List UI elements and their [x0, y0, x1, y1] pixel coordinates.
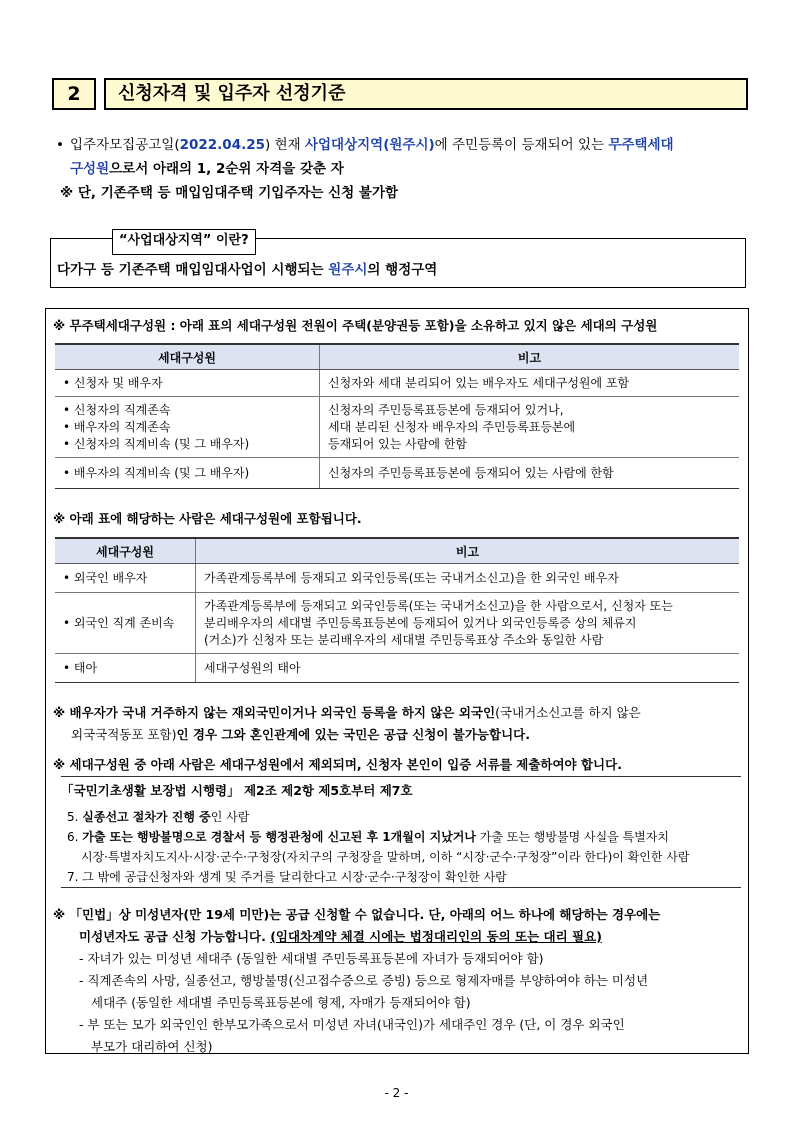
minor-line-2: 미성년자도 공급 신청 가능합니다. (임대차계약 체결 시에는 법정대리인의 동의 또는 대리 필요)	[79, 929, 602, 944]
section-title: 신청자격 및 입주자 선정기준	[104, 78, 748, 110]
law-box	[61, 776, 741, 888]
bullet-icon: •	[56, 137, 64, 153]
table-header: 비고	[196, 538, 740, 564]
table-row	[55, 654, 739, 683]
definition-label: “사업대상지역” 이란?	[112, 229, 256, 255]
table-header: 세대구성원	[55, 538, 196, 564]
note-included: ※ 아래 표에 해당하는 사람은 세대구성원에 포함됩니다.	[53, 511, 362, 526]
table-cell: 가족관계등록부에 등재되고 외국인등록(또는 국내거소신고)을 한 외국인 배우자	[196, 564, 740, 593]
intro-text-2b: 으로서 아래의 1, 2순위 자격을 갖춘 자	[109, 161, 344, 177]
table-header: 세대구성원	[55, 344, 320, 370]
minor-notice	[53, 904, 743, 1058]
minor-line-1: ※ 「민법」상 미성년자(만 19세 미만)는 공급 신청할 수 없습니다. 단, 아래의 어느 하나에 해당하는 경우에는	[53, 907, 661, 922]
table-cell: • 외국인 배우자	[55, 564, 196, 593]
minor-case-1: - 자녀가 있는 미성년 세대주 (동일한 세대별 주민등록표등본에 자녀가 등재되어야 함)	[79, 951, 544, 966]
intro-exception: ※ 단, 기존주택 등 매입임대주택 기입주자는 신청 불가함	[60, 185, 399, 201]
page-number: - 2 -	[384, 1086, 409, 1100]
note-excluded: ※ 세대구성원 중 아래 사람은 세대구성원에서 제외되며, 신청자 본인이 입증 서류를 제출하여야 합니다.	[53, 757, 622, 772]
table-row	[55, 564, 739, 593]
law-item-5: 5. 실종선고 절차가 진행 중인 사람	[67, 810, 250, 824]
minor-case-2: - 직계존속의 사망, 실종선고, 행방불명(신고접수증으로 증빙) 등으로 형제자매를 부양하여야 하는 미성년	[79, 973, 649, 988]
household-table	[55, 343, 739, 489]
table-row	[55, 370, 739, 397]
table-row	[55, 593, 739, 654]
table-cell: 신청자의 주민등록표등본에 등재되어 있는 사람에 한함	[320, 458, 740, 489]
minor-case-3-cont: 부모가 대리하여 신청)	[91, 1039, 213, 1054]
table-cell: 신청자와 세대 분리되어 있는 배우자도 세대구성원에 포함	[320, 370, 740, 397]
table-header: 비고	[320, 344, 740, 370]
table-cell: • 배우자의 직계비속 (및 그 배우자)	[55, 458, 320, 489]
table-cell: • 태아	[55, 654, 196, 683]
table-row	[55, 458, 739, 489]
table-cell: 세대구성원의 태아	[196, 654, 740, 683]
table-row	[55, 397, 739, 458]
table-cell: 신청자의 주민등록표등본에 등재되어 있거나, 세대 분리된 신청자 배우자의 주민등록표등본에 등재되어 있는 사람에 한함	[320, 397, 740, 458]
section-number: 2	[52, 78, 96, 110]
note-homeless: ※ 무주택세대구성원 : 아래 표의 세대구성원 전원이 주택(분양권등 포함)을 소유하고 있지 않은 세대의 구성원	[53, 318, 658, 333]
minor-case-3: - 부 또는 모가 외국인인 한부모가족으로서 미성년 자녀(내국인)가 세대주인 경우 (단, 이 경우 외국인	[79, 1017, 625, 1032]
intro-text: 입주자모집공고일(2022.04.25) 현재 사업대상지역(원주시)에 주민등록이 등재되어 있는 무주택세대	[70, 137, 674, 153]
table-cell: • 신청자 및 배우자	[55, 370, 320, 397]
intro-block	[52, 133, 752, 205]
table-cell: • 신청자의 직계존속 • 배우자의 직계존속 • 신청자의 직계비속 (및 그 배우자)	[55, 397, 320, 458]
law-item-6-cont: 시장·특별자치도지사·시장·군수·구청장(자치구의 구청장을 말하며, 이하 “시장·군수·구청장”이라 한다)이 확인한 사람	[81, 850, 690, 864]
law-item-7: 7. 그 밖에 공급신청자와 생계 및 주거를 달리한다고 시장·군수·구청장이 확인한 사람	[67, 870, 507, 884]
law-title: 「국민기초생활 보장법 시행령」 제2조 제2항 제5호부터 제7호	[61, 783, 413, 798]
intro-text-2a: 구성원	[70, 161, 110, 177]
note-spouse-abroad: ※ 배우자가 국내 거주하지 않는 재외국민이거나 외국인 등록을 하지 않은 외국인(국내거소신고를 하지 않은 외국국적동포 포함)인 경우 그와 혼인관계에 있는 국민은 공급 신청이 불가능합니다.	[53, 705, 641, 742]
minor-case-2-cont: 세대주 (동일한 세대별 주민등록표등본에 형제, 자매가 등재되어야 함)	[91, 995, 471, 1010]
table-cell: 가족관계등록부에 등재되고 외국인등록(또는 국내거소신고)을 한 사람으로서, 신청자 또는 분리배우자의 세대별 주민등록표등본에 등재되어 있거나 외국인등록증 상의 체류지 (거소)가 신청자 또는 분리배우자의 세대별 주민등록표상 주소와 동일한 사람	[196, 593, 740, 654]
table-cell: • 외국인 직계 존비속	[55, 593, 196, 654]
law-item-6: 6. 가출 또는 행방불명으로 경찰서 등 행정관청에 신고된 후 1개월이 지났거나 가출 또는 행방불명 사실을 특별자치	[67, 830, 669, 844]
definition-text: 다가구 등 기존주택 매입임대사업이 시행되는 원주시의 행정구역	[57, 262, 438, 278]
included-table	[55, 537, 739, 683]
